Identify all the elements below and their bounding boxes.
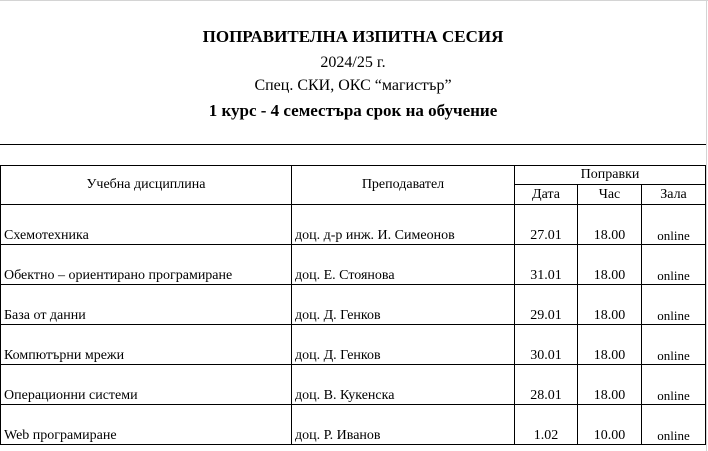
teacher-cell: доц. Р. Иванов [292,405,515,445]
academic-year: 2024/25 г. [320,54,386,71]
gridline [706,0,707,451]
header-subject: Учебна дисциплина [1,166,292,205]
room-cell: online [642,325,706,365]
exam-schedule-table [0,165,706,445]
header-time: Час [578,185,642,205]
time-cell: 10.00 [578,405,642,445]
date-cell: 1.02 [515,405,578,445]
room-cell: online [642,365,706,405]
teacher-cell: доц. Д. Генков [292,285,515,325]
time-cell: 18.00 [578,245,642,285]
room-cell: online [642,285,706,325]
course-line: 1 курс - 4 семестъра срок на обучение [208,101,498,120]
header-room: Зала [642,185,706,205]
time-cell: 18.00 [578,205,642,245]
date-cell: 27.01 [515,205,578,245]
time-cell: 18.00 [578,365,642,405]
date-cell: 30.01 [515,325,578,365]
subject-cell: База от данни [1,285,292,325]
table-row [1,405,706,445]
table-top-border [0,144,706,145]
teacher-cell: доц. д-р инж. И. Симеонов [292,205,515,245]
room-cell: online [642,245,706,285]
date-cell: 28.01 [515,365,578,405]
room-cell: online [642,405,706,445]
header-teacher: Преподавател [292,166,515,205]
date-cell: 29.01 [515,285,578,325]
teacher-cell: доц. Е. Стоянова [292,245,515,285]
header-date: Дата [515,185,578,205]
subject-cell: Схемотехника [1,205,292,245]
gridline [0,0,708,1]
subject-cell: Web програмиране [1,405,292,445]
table-row [1,365,706,405]
session-title: ПОПРАВИТЕЛНА ИЗПИТНА СЕСИЯ [202,27,504,46]
table-row [1,245,706,285]
header-retakes: Поправки [515,166,706,185]
table-row [1,205,706,245]
date-cell: 31.01 [515,245,578,285]
subject-cell: Обектно – ориентирано програмиране [1,245,292,285]
table-row [1,285,706,325]
teacher-cell: доц. Д. Генков [292,325,515,365]
subject-cell: Операционни системи [1,365,292,405]
time-cell: 18.00 [578,325,642,365]
room-cell: online [642,205,706,245]
specialty-line: Спец. СКИ, ОКС “магистър” [254,77,452,94]
table-row [1,325,706,365]
teacher-cell: доц. В. Кукенска [292,365,515,405]
subject-cell: Компютърни мрежи [1,325,292,365]
time-cell: 18.00 [578,285,642,325]
